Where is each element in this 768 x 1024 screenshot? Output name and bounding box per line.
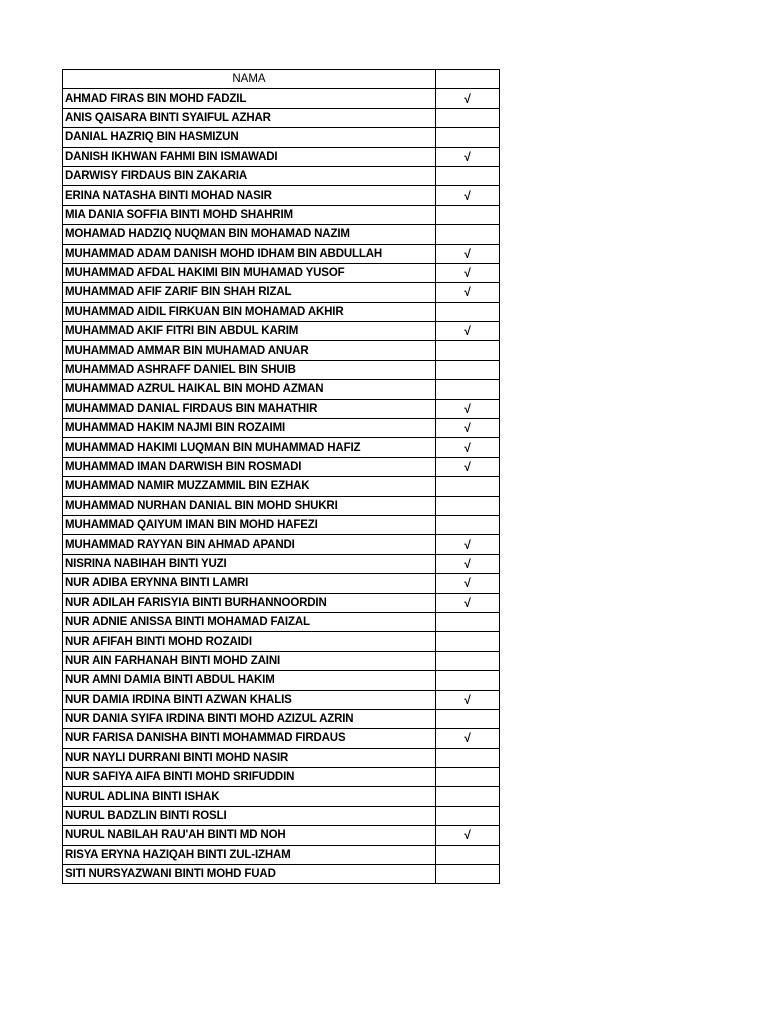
student-name-cell: MUHAMMAD AKIF FITRI BIN ABDUL KARIM (63, 322, 436, 341)
check-mark-cell: √ (436, 438, 500, 457)
student-name-cell: ERINA NATASHA BINTI MOHAD NASIR (63, 186, 436, 205)
student-name-cell: MIA DANIA SOFFIA BINTI MOHD SHAHRIM (63, 205, 436, 224)
header-row (63, 70, 500, 89)
student-name-cell: MUHAMMAD ADAM DANISH MOHD IDHAM BIN ABDULLAH (63, 244, 436, 263)
check-mark-cell (436, 632, 500, 651)
student-name-cell: NUR SAFIYA AIFA BINTI MOHD SRIFUDDIN (63, 768, 436, 787)
table-row (63, 612, 500, 631)
check-mark-cell (436, 748, 500, 767)
student-name-cell: NISRINA NABIHAH BINTI YUZI (63, 554, 436, 573)
check-mark-cell (436, 671, 500, 690)
attendance-sheet (62, 69, 499, 884)
student-name-cell: NUR ADIBA ERYNNA BINTI LAMRI (63, 574, 436, 593)
student-name-cell: NUR AFIFAH BINTI MOHD ROZAIDI (63, 632, 436, 651)
check-mark-cell (436, 612, 500, 631)
table-row (63, 166, 500, 185)
table-row (63, 515, 500, 534)
check-mark-cell (436, 380, 500, 399)
student-name-cell: MUHAMMAD AFDAL HAKIMI BIN MUHAMAD YUSOF (63, 263, 436, 282)
student-name-cell: SITI NURSYAZWANI BINTI MOHD FUAD (63, 865, 436, 884)
check-mark-cell (436, 496, 500, 515)
table-row (63, 205, 500, 224)
check-mark-cell: √ (436, 147, 500, 166)
student-name-cell: MUHAMMAD HAKIM NAJMI BIN ROZAIMI (63, 419, 436, 438)
student-name-cell: ANIS QAISARA BINTI SYAIFUL AZHAR (63, 108, 436, 127)
check-mark-cell (436, 225, 500, 244)
student-name-cell: MUHAMMAD QAIYUM IMAN BIN MOHD HAFEZI (63, 515, 436, 534)
student-name-cell: NURUL BADZLIN BINTI ROSLI (63, 806, 436, 825)
table-row (63, 787, 500, 806)
student-name-cell: MUHAMMAD DANIAL FIRDAUS BIN MAHATHIR (63, 399, 436, 418)
student-table (62, 69, 500, 884)
student-name-cell: MUHAMMAD NAMIR MUZZAMMIL BIN EZHAK (63, 477, 436, 496)
table-row (63, 302, 500, 321)
check-mark-cell (436, 768, 500, 787)
student-name-cell: NURUL ADLINA BINTI ISHAK (63, 787, 436, 806)
student-name-cell: NURUL NABILAH RAU'AH BINTI MD NOH (63, 826, 436, 845)
student-name-cell: DANISH IKHWAN FAHMI BIN ISMAWADI (63, 147, 436, 166)
student-name-cell: AHMAD FIRAS BIN MOHD FADZIL (63, 89, 436, 108)
check-mark-cell (436, 166, 500, 185)
student-name-cell: MOHAMAD HADZIQ NUQMAN BIN MOHAMAD NAZIM (63, 225, 436, 244)
table-row (63, 147, 500, 166)
student-name-cell: MUHAMMAD AFIF ZARIF BIN SHAH RIZAL (63, 283, 436, 302)
check-mark-cell (436, 205, 500, 224)
table-row (63, 709, 500, 728)
student-name-cell: NUR DAMIA IRDINA BINTI AZWAN KHALIS (63, 690, 436, 709)
student-name-cell: MUHAMMAD ASHRAFF DANIEL BIN SHUIB (63, 360, 436, 379)
student-name-cell: MUHAMMAD AIDIL FIRKUAN BIN MOHAMAD AKHIR (63, 302, 436, 321)
table-row (63, 593, 500, 612)
table-row (63, 845, 500, 864)
header-nama: NAMA (63, 70, 436, 89)
student-name-cell: MUHAMMAD RAYYAN BIN AHMAD APANDI (63, 535, 436, 554)
table-row (63, 768, 500, 787)
check-mark-cell: √ (436, 283, 500, 302)
table-row (63, 477, 500, 496)
student-name-cell: NUR FARISA DANISHA BINTI MOHAMMAD FIRDAUS (63, 729, 436, 748)
check-mark-cell: √ (436, 535, 500, 554)
table-row (63, 438, 500, 457)
table-row (63, 729, 500, 748)
student-name-cell: NUR ADNIE ANISSA BINTI MOHAMAD FAIZAL (63, 612, 436, 631)
table-row (63, 225, 500, 244)
table-row (63, 283, 500, 302)
check-mark-cell (436, 806, 500, 825)
student-name-cell: DARWISY FIRDAUS BIN ZAKARIA (63, 166, 436, 185)
table-row (63, 360, 500, 379)
check-mark-cell (436, 787, 500, 806)
check-mark-cell: √ (436, 244, 500, 263)
student-name-cell: NUR AMNI DAMIA BINTI ABDUL HAKIM (63, 671, 436, 690)
table-row (63, 263, 500, 282)
table-row (63, 457, 500, 476)
check-mark-cell: √ (436, 322, 500, 341)
check-mark-cell: √ (436, 729, 500, 748)
check-mark-cell (436, 108, 500, 127)
table-row (63, 651, 500, 670)
check-mark-cell: √ (436, 186, 500, 205)
student-name-cell: MUHAMMAD IMAN DARWISH BIN ROSMADI (63, 457, 436, 476)
check-mark-cell: √ (436, 399, 500, 418)
check-mark-cell: √ (436, 89, 500, 108)
table-row (63, 535, 500, 554)
student-name-cell: DANIAL HAZRIQ BIN HASMIZUN (63, 128, 436, 147)
header-mark (436, 70, 500, 89)
student-name-cell: MUHAMMAD NURHAN DANIAL BIN MOHD SHUKRI (63, 496, 436, 515)
check-mark-cell: √ (436, 826, 500, 845)
table-row (63, 496, 500, 515)
check-mark-cell (436, 515, 500, 534)
student-name-cell: MUHAMMAD HAKIMI LUQMAN BIN MUHAMMAD HAFIZ (63, 438, 436, 457)
student-name-cell: MUHAMMAD AMMAR BIN MUHAMAD ANUAR (63, 341, 436, 360)
table-body (63, 89, 500, 884)
check-mark-cell (436, 302, 500, 321)
check-mark-cell (436, 865, 500, 884)
table-row (63, 108, 500, 127)
check-mark-cell: √ (436, 554, 500, 573)
table-row (63, 554, 500, 573)
check-mark-cell: √ (436, 419, 500, 438)
student-name-cell: NUR ADILAH FARISYIA BINTI BURHANNOORDIN (63, 593, 436, 612)
check-mark-cell (436, 651, 500, 670)
table-row (63, 380, 500, 399)
check-mark-cell: √ (436, 593, 500, 612)
student-name-cell: NUR AIN FARHANAH BINTI MOHD ZAINI (63, 651, 436, 670)
table-row (63, 322, 500, 341)
table-row (63, 690, 500, 709)
table-row (63, 186, 500, 205)
student-name-cell: NUR NAYLI DURRANI BINTI MOHD NASIR (63, 748, 436, 767)
table-row (63, 419, 500, 438)
table-row (63, 89, 500, 108)
check-mark-cell: √ (436, 263, 500, 282)
check-mark-cell: √ (436, 574, 500, 593)
check-mark-cell (436, 709, 500, 728)
table-row (63, 574, 500, 593)
check-mark-cell: √ (436, 457, 500, 476)
table-row (63, 671, 500, 690)
table-row (63, 826, 500, 845)
table-row (63, 748, 500, 767)
check-mark-cell (436, 477, 500, 496)
table-row (63, 399, 500, 418)
table-row (63, 632, 500, 651)
table-row (63, 865, 500, 884)
check-mark-cell (436, 845, 500, 864)
check-mark-cell (436, 128, 500, 147)
student-name-cell: NUR DANIA SYIFA IRDINA BINTI MOHD AZIZUL AZRIN (63, 709, 436, 728)
check-mark-cell (436, 341, 500, 360)
student-name-cell: MUHAMMAD AZRUL HAIKAL BIN MOHD AZMAN (63, 380, 436, 399)
check-mark-cell: √ (436, 690, 500, 709)
table-row (63, 341, 500, 360)
table-row (63, 244, 500, 263)
table-row (63, 806, 500, 825)
student-name-cell: RISYA ERYNA HAZIQAH BINTI ZUL-IZHAM (63, 845, 436, 864)
table-row (63, 128, 500, 147)
check-mark-cell (436, 360, 500, 379)
